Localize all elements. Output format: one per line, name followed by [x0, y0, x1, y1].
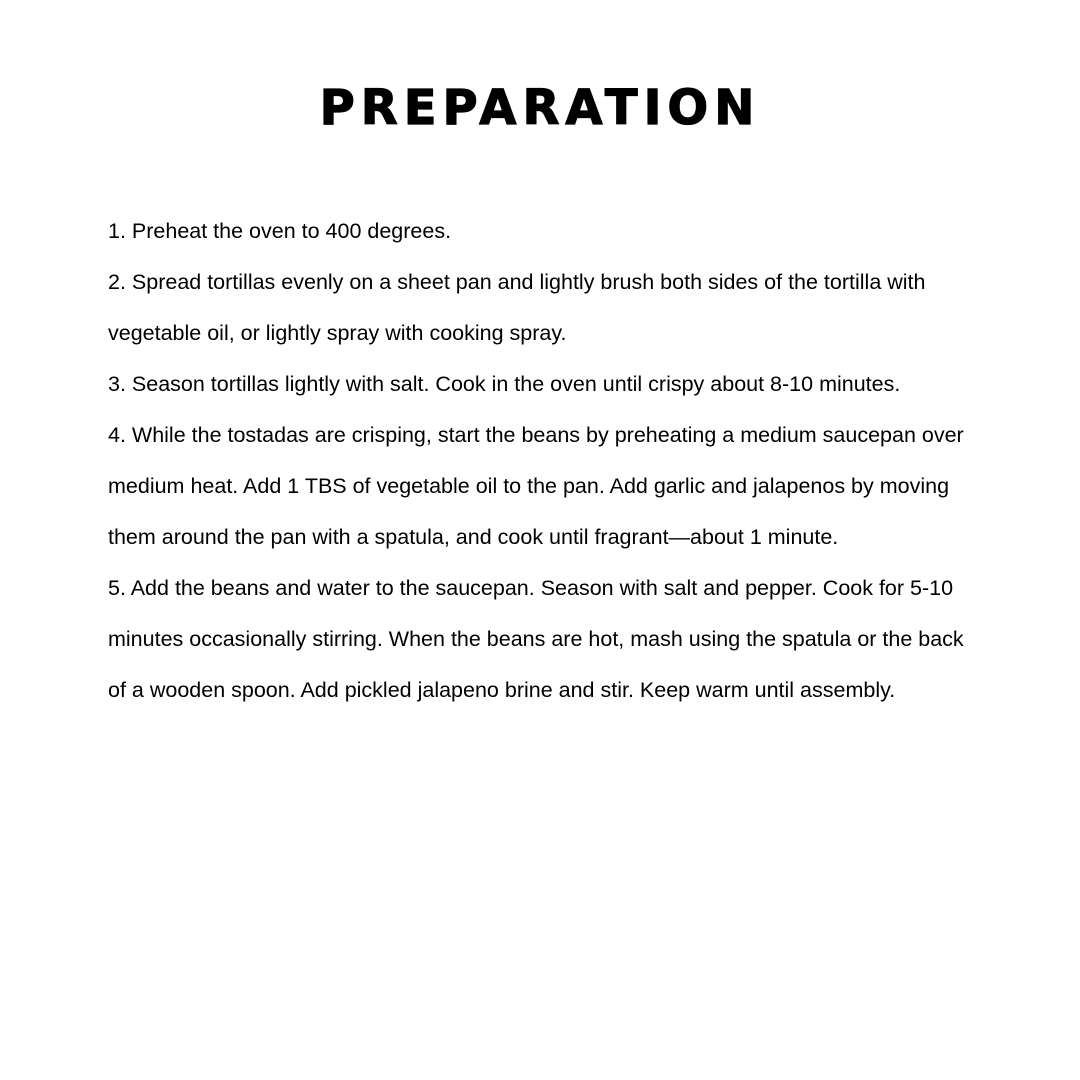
page-title: PREPARATION	[319, 80, 761, 136]
preparation-steps-list	[108, 206, 978, 716]
step-item-4: 4. While the tostadas are crisping, start the beans by preheating a medium saucepan over medium heat. Add 1 TBS of vegetable oil to the pan. Add garlic and jalapenos by moving them around the pan with a spatula, and cook until fragrant—about 1 minute.	[108, 423, 964, 549]
step-item-1: 1. Preheat the oven to 400 degrees.	[108, 219, 452, 243]
step-item-2: 2. Spread tortillas evenly on a sheet pan and lightly brush both sides of the tortilla with vegetable oil, or lightly spray with cooking spray.	[108, 270, 926, 345]
step-item-5: 5. Add the beans and water to the saucepan. Season with salt and pepper. Cook for 5-10 minutes occasionally stirring. When the beans are hot, mash using the spatula or the back of a wooden spoon. Add pickled jalapeno brine and stir. Keep warm until assembly.	[108, 576, 964, 702]
step-item-3: 3. Season tortillas lightly with salt. Cook in the oven until crispy about 8-10 minutes.	[108, 372, 901, 396]
